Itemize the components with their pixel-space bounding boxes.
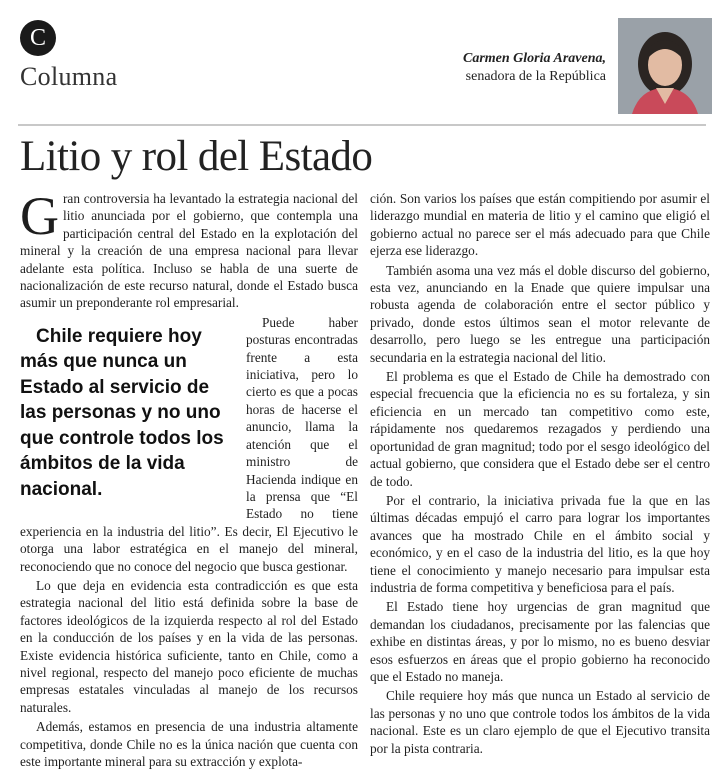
paragraph: Chile requiere hoy más que nunca un Estado al servicio de las personas y no uno que controle todos los ámbitos de la vida nacional. Este es un claro ejemplo de que el Ejecutivo transita por la pista contraria. [370,688,710,756]
author-role: senadora de la República [465,69,606,84]
article-column-2 [370,190,710,759]
paragraph: El problema es que el Estado de Chile ha demostrado con especial frecuencia que la eficiencia no es su fortaleza, y sin eficiencia en un mercado tan competitivo como este, rápidamente nos quedaremos rezagados y perdiendo una oportunidad de gran magnitud; todo por el sesgo ideológico del actual gobierno, que considera que el Estado debe ser el centro de todo. [370,369,710,489]
paragraph: El Estado tiene hoy urgencias de gran magnitud que demandan los ciudadanos, precisamente por las falencias que exhibe en distintas áreas, y por lo mismo, no es bueno desviar esos esfuerzos en áreas que el propio gobierno ha reconocido que el Estado no maneja. [370,599,710,684]
pull-quote: Chile requiere hoy más que nunca un Estado al servicio de las personas y no uno que controle todos los ámbitos de la vida nacional. [20,325,224,500]
article-column-1 [20,186,358,772]
paragraph [20,314,358,575]
section-label: Columna [20,62,118,91]
paragraph: También asoma una vez más el doble discurso del gobierno, esta vez, anunciando en la Enade que quiere impulsar una robusta agenda de colaboración entre el sector público y privado, donde estos últimos sean el motor relevante de desarrollo, pero luego se les entregue una participación secundaria en la estrategia nacional del litio. [370,262,710,365]
article-headline: Litio y rol del Estado [20,133,373,180]
paragraph-text: ran controversia ha levantado la estrategia nacional del litio anunciada por el gobierno, que contempla una participación central del Estado en la explotación del mineral y la creación de una empresa nacional para llevar adelante esta política. Incluso se habla de una suerte de nacionalización de este recurso natural, donde el Estado busca asumir un preponderante rol empresarial. [20,191,358,311]
drop-cap: G [20,186,59,246]
paragraph: Por el contrario, la iniciativa privada fue la que en las últimas décadas empujó el carro para lograr los importantes avances que ha mostrado Chile en el ámbito social y económico, y en el caso de la industria del litio, es la que hoy tiene el conocimiento y manejo necesario para impulsar esta industria de forma competitiva y beneficiosa para el país. [370,492,710,595]
paragraph [20,186,358,312]
paragraph: ción. Son varios los países que están compitiendo por asumir el liderazgo mundial en materia de litio y el camino que eligió el gobierno actual no parece ser el más adecuado para que Chile ejerza ese liderazgo. [370,191,710,259]
author-portrait-image [618,18,712,114]
paragraph: Lo que deja en evidencia esta contradicción es que esta estrategia nacional del litio está definida sobre la base de factores ideológicos de la izquierda respecto al rol del Estado en la conducción de los países y en la vida de las personas. Existe evidencia histórica suficiente, tanto en Chile, como a nivel regional, respecto del manejo poco eficiente de muchas empresas estatales vinculadas al manejo de los recursos naturales. [20,577,358,715]
section-badge: C [20,20,56,56]
author-name: Carmen Gloria Aravena, [463,51,606,66]
paragraph-text: Puede haber posturas encontradas frente a esta iniciativa, pero lo cierto es que a pocas horas de hacerse el anuncio, llama la atención que el ministro de Hacienda indique en la prensa que “El Estado no tiene experiencia en la industria del litio”. Es decir, El Ejecutivo le otorga una labor estratégica en el manejo del mineral, reconociendo que no conoce del negocio que busca gestionar. [20,314,358,574]
author-photo [618,18,712,114]
author-byline [463,50,606,86]
header-divider [18,124,706,126]
paragraph: Además, estamos en presencia de una industria altamente competitiva, donde Chile no es la única nación que cuenta con este importante mineral para su extracción y explota- [20,719,358,769]
